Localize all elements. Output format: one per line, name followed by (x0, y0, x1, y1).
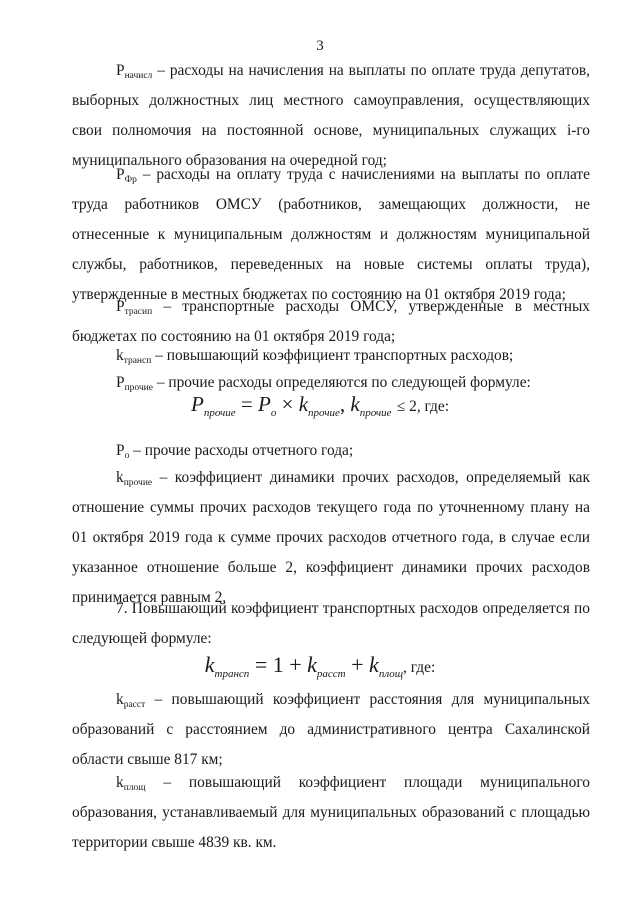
symbol-subscript: трансп (123, 356, 152, 366)
symbol: P (116, 298, 125, 315)
formula-symbol: P (258, 392, 271, 416)
paragraph-text: 7. Повышающий коэффициент транспортных расходов определяется по следующей формуле: (72, 600, 590, 647)
paragraph-text: – коэффициент динамики прочих расходов, определяемый как отношение суммы прочих расходов текущего года по уточненному плану на 01 октября 2019 года к сумме прочих расходов отчетного года, в случае если указанное отношение больше 2, коэффициент динамики прочих расходов принимается равным 2. (72, 469, 590, 606)
formula-subscript: трансп (214, 668, 250, 680)
symbol: P (116, 166, 125, 183)
page-number: 3 (316, 38, 324, 54)
symbol: k (116, 469, 124, 486)
formula-operator: × (281, 392, 294, 416)
paragraph-k-plosch (72, 768, 590, 858)
formula-symbol: k (307, 652, 317, 677)
paragraph-k-rasst (72, 685, 590, 775)
paragraph-p-nachisl (72, 56, 590, 176)
formula-k-transp (0, 652, 640, 678)
symbol-subscript: Фр (124, 175, 137, 185)
formula-subscript: прочие (359, 407, 392, 419)
paragraph-text: – расходы на начисления на выплаты по оплате труда депутатов, выборных должностных лиц местного самоуправления, осуществляющих свои полномочия на постоянной основе, муниципальных служащих i-го муниципального образования на очередной год; (72, 62, 590, 169)
symbol-subscript: трасип (124, 307, 153, 317)
paragraph-text: – повышающий коэффициент транспортных расходов; (151, 347, 514, 364)
paragraph-k-transp (72, 341, 590, 371)
formula-operator: = (240, 392, 253, 416)
symbol: k (116, 774, 124, 791)
paragraph-section-7 (72, 594, 590, 654)
formula-separator: , (339, 392, 346, 416)
formula-condition: ≤ 2 (396, 398, 417, 415)
paragraph-text: – повышающий коэффициент расстояния для муниципальных образований с расстоянием до административного центра Сахалинской области свыше 817 км; (72, 691, 590, 768)
paragraph-p-o (72, 436, 590, 466)
symbol: k (116, 691, 124, 708)
formula-subscript: расст (316, 668, 346, 680)
paragraph-text: – транспортные расходы ОМСУ, утвержденные в местных бюджетах по состоянию на 01 октября 2019 года; (72, 298, 590, 345)
symbol: P (116, 62, 125, 79)
symbol-subscript: площ (123, 783, 146, 793)
symbol: k (116, 347, 124, 364)
formula-subscript: прочие (308, 407, 340, 419)
formula-operator: = 1 + (254, 652, 302, 677)
symbol-subscript: прочие (124, 383, 153, 393)
formula-operator: + (351, 652, 364, 677)
formula-symbol: k (350, 392, 360, 416)
paragraph-text: – прочие расходы определяются по следующей формуле: (152, 374, 531, 391)
formula-symbol: k (298, 392, 309, 416)
formula-subscript: площ (378, 668, 404, 680)
paragraph-text: – прочие расходы отчетного года; (129, 442, 354, 459)
paragraph-text: – повышающий коэффициент площади муниципального образования, устанавливаемый для муниципальных образований с площадью территории свыше 4839 кв. км. (72, 774, 590, 851)
formula-prochie (0, 392, 640, 417)
formula-tail: , где: (416, 398, 449, 415)
formula-tail: , где: (403, 659, 436, 676)
paragraph-p-fr (72, 160, 590, 310)
symbol: P (116, 374, 125, 391)
paragraph-text: – расходы на оплату труда с начислениями на выплаты по оплате труда работников ОМСУ (работников, замещающих должности, не отнесенные к муниципальным должностям и должностям муниципальной службы, работников, переведенных на новые системы оплаты труда), утвержденные в местных бюджетах по состоянию на 01 октября 2019 года; (72, 166, 590, 303)
formula-subscript: о (270, 407, 277, 419)
formula-subscript: прочие (203, 407, 236, 419)
symbol-subscript: о (124, 451, 130, 461)
symbol: P (116, 442, 125, 459)
symbol-subscript: расст (123, 700, 146, 710)
formula-symbol: P (190, 392, 204, 416)
formula-symbol: k (369, 652, 379, 677)
symbol-subscript: начисл (124, 71, 153, 81)
symbol-subscript: прочие (123, 478, 153, 488)
formula-symbol: k (204, 652, 215, 677)
paragraph-k-prochie (72, 463, 590, 613)
